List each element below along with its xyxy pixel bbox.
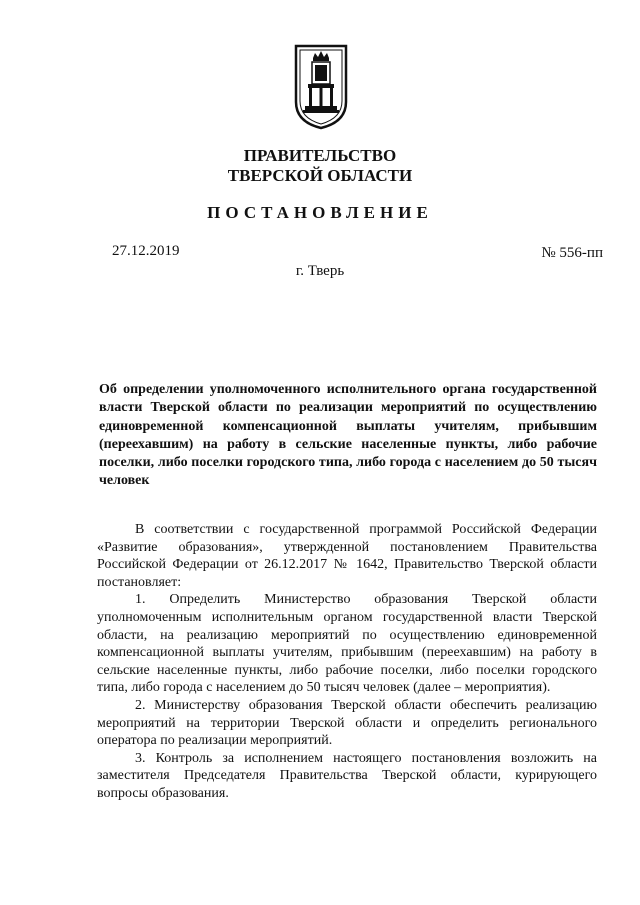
item-2-paragraph: 2. Министерству образования Тверской области обеспечить реализацию мероприятий на территории Тверской области и определить регионального оператора по реализации мероприятий. [97,697,597,749]
document-type: ПОСТАНОВЛЕНИЕ [207,203,433,222]
preamble-paragraph: В соответствии с государственной программой Российской Федерации «Развитие образования», утвержденной постановлением Правительства Российской Федерации от 26.12.2017 № 1642, Правительство Тверской области постановляет: [97,522,597,590]
document-date: 27.12.2019 [112,243,180,259]
tver-coat-of-arms-icon [293,44,349,130]
item-3-paragraph: 3. Контроль за исполнением настоящего постановления возложить на заместителя Председателя Правительства Тверской области, курирующего вопросы образования. [97,750,597,801]
org-line-2: ТВЕРСКОЙ ОБЛАСТИ [227,166,413,185]
document-subject: Об определении уполномоченного исполнительного органа государственной власти Тверской области по реализации мероприятий по осуществлению единовременной компенсационной выплаты учителям, прибывшим (переехавшим) на работу в сельские населенные пункты, либо рабочие поселки, либо поселки городского типа, либо города с населением до 50 тысяч человек [99,382,597,489]
org-line-1: ПРАВИТЕЛЬСТВО [243,146,397,165]
item-1-paragraph: 1. Определить Министерство образования Тверской области уполномоченным исполнительным органом государственной власти Тверской области, на реализацию мероприятий по осуществлению единовременной компенсационной выплаты учителям, прибывшим (переехавшим) на работу в сельские населенные пункты, либо рабочие поселки, либо поселки городского типа, либо города с населением до 50 тысяч человек (далее – мероприятия). [97,592,597,696]
document-number: № 556-пп [541,245,603,261]
organization-name [0,146,640,186]
document-city: г. Тверь [295,263,345,279]
document-body [97,521,597,803]
